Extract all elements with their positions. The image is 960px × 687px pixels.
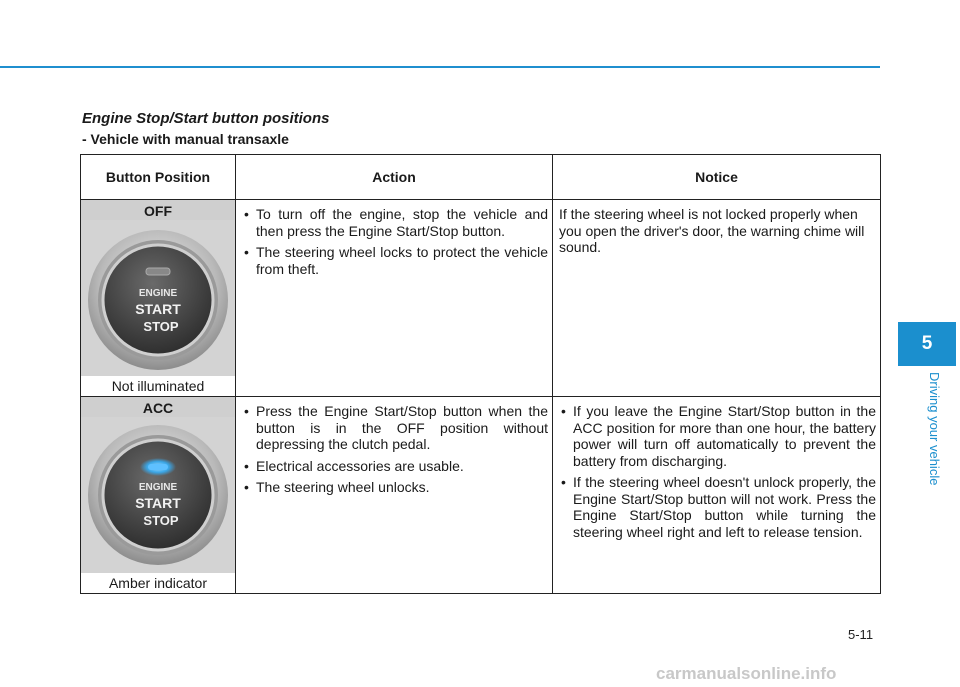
action-item: • To turn off the engine, stop the vehicle and then press the Engine Start/Stop button. (242, 206, 548, 239)
watermark: carmanualsonline.info (656, 664, 837, 683)
action-item: • The steering wheel locks to protect the vehicle from theft. (242, 244, 548, 277)
page-number: 5-11 (848, 627, 874, 642)
notice-cell-acc (553, 397, 881, 594)
chapter-tab: 5 (898, 322, 956, 366)
table-row (81, 397, 881, 594)
svg-text:ENGINE: ENGINE (138, 288, 178, 299)
svg-text:START: START (135, 495, 181, 511)
section-title: Engine Stop/Start button positions (82, 110, 330, 127)
notice-item: • If you leave the Engine Start/Stop button in the ACC position for more than one hour, the battery power will turn off automatically to prevent the battery from discharging. (559, 403, 876, 469)
action-item: • Electrical accessories are usable. (242, 458, 548, 475)
position-caption: Not illuminated (111, 378, 205, 394)
position-label: OFF (81, 200, 235, 220)
action-item: • The steering wheel unlocks. (242, 479, 548, 496)
engine-button-image-acc (81, 417, 235, 573)
button-positions-table (80, 154, 881, 594)
svg-text:STOP: STOP (143, 319, 179, 334)
action-cell-off (236, 200, 553, 397)
engine-button-icon (81, 417, 235, 573)
svg-text:STOP: STOP (143, 513, 179, 528)
notice-item: • If the steering wheel doesn't unlock properly, the Engine Start/Stop button will not work. Press the Engine Start/Stop button while turning the steering wheel right and left to release tension. (559, 474, 876, 540)
engine-button-image-off (81, 220, 235, 376)
position-cell-off (81, 200, 236, 397)
engine-button-icon (81, 220, 235, 376)
notice-text: If the steering wheel is not locked properly when you open the driver's door, the warning chime will sound. (559, 206, 865, 255)
chapter-title: Driving your vehicle (927, 372, 942, 486)
section-subtitle: - Vehicle with manual transaxle (82, 131, 289, 147)
header-action: Action (236, 155, 553, 200)
svg-text:ENGINE: ENGINE (138, 482, 178, 493)
position-caption: Amber indicator (108, 575, 208, 591)
top-rule (0, 66, 880, 68)
action-cell-acc (236, 397, 553, 594)
header-notice: Notice (553, 155, 881, 200)
action-item: • Press the Engine Start/Stop button when the button is in the OFF position without depressing the clutch pedal. (242, 403, 548, 453)
header-button-position: Button Position (81, 155, 236, 200)
position-cell-acc (81, 397, 236, 594)
table-row (81, 200, 881, 397)
notice-cell-off (553, 200, 881, 397)
position-label: ACC (81, 397, 235, 417)
svg-text:START: START (135, 301, 181, 317)
table-header-row (81, 155, 881, 200)
